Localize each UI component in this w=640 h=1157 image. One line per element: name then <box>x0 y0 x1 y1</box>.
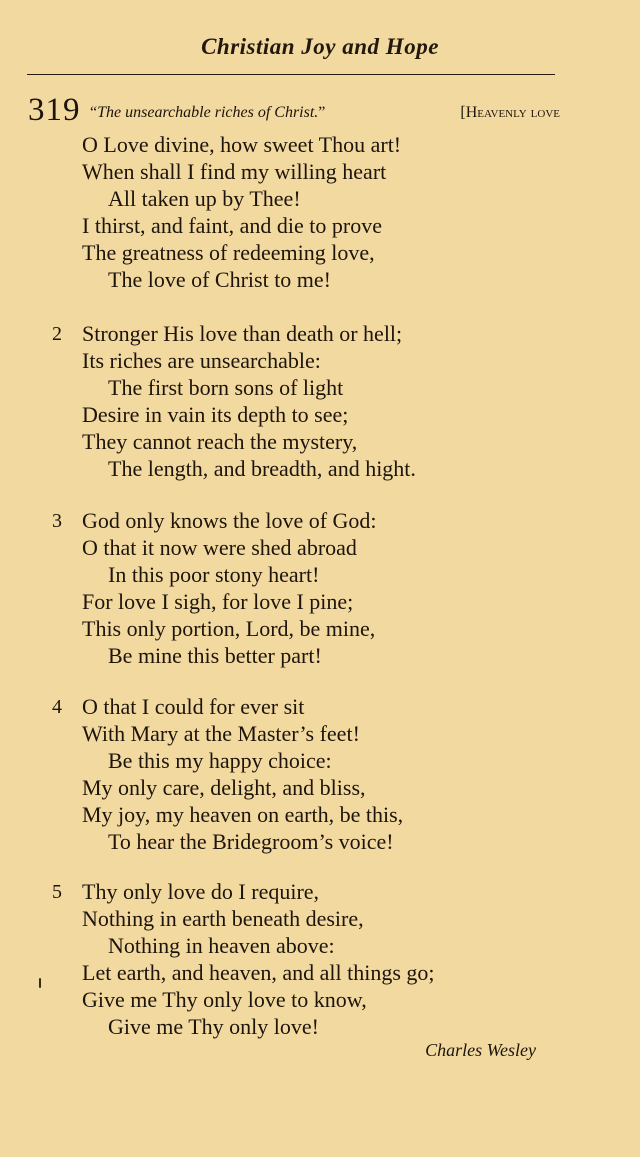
verse-line: Nothing in earth beneath desire, <box>82 906 364 931</box>
verse-line: When shall I find my willing heart <box>82 159 387 184</box>
tune-name: [Heavenly love <box>460 104 560 121</box>
stanza-number: 5 <box>52 881 62 903</box>
verse-line: I thirst, and faint, and die to prove <box>82 213 382 238</box>
verse-line: Thy only love do I require, <box>82 879 320 904</box>
verse-line: They cannot reach the mystery, <box>82 429 358 454</box>
verse-line: God only knows the love of God: <box>82 508 377 533</box>
stanza-number: 4 <box>52 696 62 718</box>
verse-line: To hear the Bridegroom’s voice! <box>108 829 394 854</box>
ink-mark <box>39 978 41 988</box>
verse-line: Be this my happy choice: <box>108 748 332 773</box>
verse-line: The greatness of redeeming love, <box>82 240 375 265</box>
epigraph-quote-close: ” <box>318 104 326 121</box>
verse-line: Give me Thy only love! <box>108 1014 319 1039</box>
verse-line: Its riches are unsearchable: <box>82 348 321 373</box>
verse-line: O that I could for ever sit <box>82 694 305 719</box>
verse-line: In this poor stony heart! <box>108 562 320 587</box>
verse-line: For love I sigh, for love I pine; <box>82 589 354 614</box>
verse-line: Be mine this better part! <box>108 643 322 668</box>
verse-line: Stronger His love than death or hell; <box>82 321 403 346</box>
author-attribution: Charles Wesley <box>425 1040 536 1060</box>
epigraph <box>90 104 325 122</box>
verse-line: All taken up by Thee! <box>108 186 301 211</box>
verse-line: Desire in vain its depth to see; <box>82 402 349 427</box>
verse-line: Give me Thy only love to know, <box>82 987 367 1012</box>
verse-line: This only portion, Lord, be mine, <box>82 616 376 641</box>
verse-line: Nothing in heaven above: <box>108 933 335 958</box>
verse-line: The length, and breadth, and hight. <box>108 456 416 481</box>
verse-line: My joy, my heaven on earth, be this, <box>82 802 404 827</box>
verse-line: The first born sons of light <box>108 375 344 400</box>
header-rule <box>27 74 555 75</box>
verse-line: O that it now were shed abroad <box>82 535 357 560</box>
epigraph-text: The unsearchable riches of Christ. <box>97 104 319 121</box>
epigraph-quote-open: “ <box>90 104 98 121</box>
verse-line: My only care, delight, and bliss, <box>82 775 366 800</box>
verse-line: The love of Christ to me! <box>108 267 332 292</box>
verse-line: Let earth, and heaven, and all things go; <box>82 960 435 985</box>
verse-line: O Love divine, how sweet Thou art! <box>82 132 402 157</box>
hymn-header <box>28 92 560 132</box>
verse-line: With Mary at the Master’s feet! <box>82 721 360 746</box>
hymn-number: 319 <box>28 92 81 128</box>
stanza-number: 2 <box>52 323 62 345</box>
stanza-number: 3 <box>52 510 62 532</box>
running-head: Christian Joy and Hope <box>201 34 439 59</box>
